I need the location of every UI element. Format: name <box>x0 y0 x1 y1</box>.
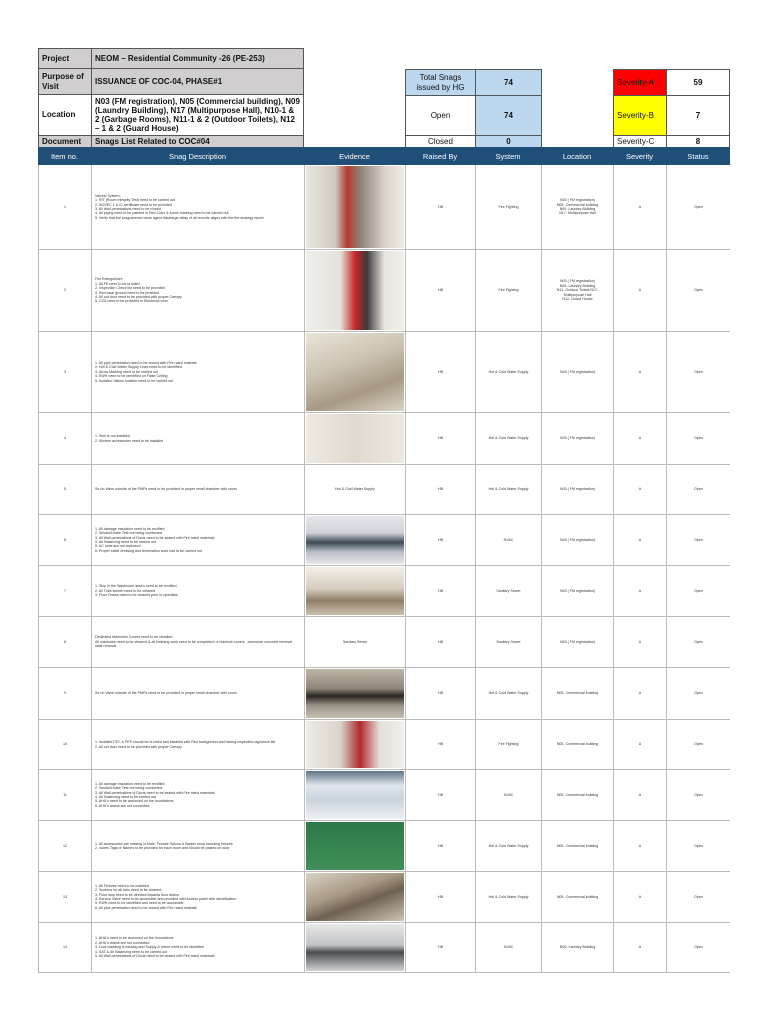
description-cell-text: Dedicated Manholes Covers need to be installed All manholes need to be cleaned & all finishing work need to be completed i.e manhole covers , excessive concrete removal , nails removal <box>95 635 294 649</box>
severity-a-label: Severity-A <box>613 69 667 96</box>
status-cell-text: Open <box>694 691 703 696</box>
severity-cell <box>613 872 666 922</box>
location-cell-text: N05- Commercial building <box>556 894 599 899</box>
status-cell-text: Open <box>694 792 703 797</box>
col-header-item-no: Item no. <box>38 147 92 165</box>
col-header-location: Location <box>541 147 614 165</box>
location-cell <box>541 465 613 514</box>
evidence-cell <box>304 872 405 922</box>
system-cell-text: Hot & Cold Water Supply <box>488 691 529 696</box>
item-no-cell-text: 8 <box>64 639 66 644</box>
status-cell-text: Open <box>694 204 703 209</box>
item-no-cell-text: 2 <box>64 288 66 293</box>
table-row <box>38 872 730 923</box>
location-cell <box>541 617 613 667</box>
system-cell-text: Hot & Cold Water Supply <box>488 843 529 848</box>
project-value: NEOM – Residential Community -26 (PE-253) <box>91 48 304 69</box>
item-no-cell-text: 1 <box>64 204 66 209</box>
status-cell <box>666 332 730 412</box>
raised-by-cell-text: HB <box>438 369 443 374</box>
evidence-photo <box>306 873 404 921</box>
evidence-cell <box>304 770 405 820</box>
severity-b-value: 7 <box>666 95 730 136</box>
severity-cell <box>613 566 666 616</box>
status-cell-text: Open <box>694 843 703 848</box>
item-no-cell-text: 3 <box>64 369 66 374</box>
item-no-cell-text: 12 <box>63 843 67 848</box>
status-cell <box>666 872 730 922</box>
status-cell-text: Open <box>694 436 703 441</box>
location-cell <box>541 515 613 565</box>
evidence-cell <box>304 515 405 565</box>
evidence-photo <box>306 924 404 971</box>
table-row <box>38 566 730 617</box>
status-cell-text: Open <box>694 742 703 747</box>
raised-by-cell-text: HB <box>438 792 443 797</box>
evidence-cell <box>304 566 405 616</box>
open-label: Open <box>405 95 476 136</box>
evidence-cell <box>304 720 405 769</box>
item-no-cell <box>38 720 91 769</box>
evidence-cell-text: Sanitary Sewer <box>342 639 368 644</box>
raised-by-cell-text: HB <box>438 487 443 492</box>
raised-by-cell <box>405 566 475 616</box>
closed-label: Closed <box>405 135 476 148</box>
location-cell-text: N03 ( FM registration) <box>560 436 595 441</box>
system-cell-text: Sanitary Sewer <box>496 639 521 644</box>
system-cell-text: Hot & Cold Water Supply <box>488 894 529 899</box>
raised-by-cell-text: HB <box>438 945 443 950</box>
status-cell-text: Open <box>694 639 703 644</box>
status-cell <box>666 413 730 464</box>
description-cell-text: Fire Extinguisher: 1. All FE need to be la lolled 2. Inspection Check list need to be provided 3. Red back ground need to be provided 4. All out door need to be provided with proper Canopy 5. CO2 need to be provided in Electrical room <box>95 277 182 304</box>
table-row <box>38 250 730 332</box>
item-no-cell <box>38 770 91 820</box>
raised-by-cell <box>405 821 475 871</box>
description-cell-text: 1. All Fixtures need to be installed 2. Screens for all tubs need to be cleaned 3. Floor slop need to be directed towards floor drains 4. Service Valve need to be accessible and provided with Access panel with identification 5. EWH need to be identified and need to be accessible 6. All pipe penetration need to be closed with Fire rated material <box>95 883 237 910</box>
description-cell <box>91 821 304 871</box>
table-row <box>38 923 730 973</box>
col-header-status: Status <box>666 147 730 165</box>
description-cell-text: Se rio Valve outside of the PMPs need to be provided in proper small chamber with cover. <box>95 691 238 696</box>
raised-by-cell-text: HB <box>438 894 443 899</box>
raised-by-cell-text: HB <box>438 288 443 293</box>
item-no-cell <box>38 165 91 249</box>
location-cell <box>541 720 613 769</box>
severity-cell-text: A <box>638 487 642 492</box>
description-cell <box>91 872 304 922</box>
item-no-cell <box>38 465 91 514</box>
evidence-photo <box>306 251 404 330</box>
severity-cell-text: A <box>638 639 642 644</box>
system-cell <box>475 720 541 769</box>
status-cell <box>666 923 730 972</box>
severity-cell-text: A <box>638 436 642 441</box>
status-cell-text: Open <box>694 537 703 542</box>
item-no-cell-text: 13 <box>63 894 67 899</box>
status-cell <box>666 720 730 769</box>
description-cell <box>91 720 304 769</box>
col-header-evidence: Evidence <box>304 147 406 165</box>
severity-cell <box>613 668 666 719</box>
item-no-cell-text: 10 <box>63 742 67 747</box>
description-cell <box>91 617 304 667</box>
raised-by-cell <box>405 165 475 249</box>
item-no-cell <box>38 923 91 972</box>
system-cell <box>475 617 541 667</box>
raised-by-cell <box>405 720 475 769</box>
location-cell-text: N03 ( FM registration) N05- Commercial building N09- Laundry Building N17- Multipurpose Hall <box>556 198 599 216</box>
severity-c-value: 8 <box>666 135 730 148</box>
location-cell <box>541 250 613 331</box>
system-cell-text: Hot & Cold Water Supply <box>488 369 529 374</box>
system-cell <box>475 821 541 871</box>
raised-by-cell-text: HB <box>438 742 443 747</box>
location-cell-text: N03 ( FM registration) <box>560 369 595 374</box>
system-cell <box>475 332 541 412</box>
table-row <box>38 515 730 566</box>
raised-by-cell-text: HB <box>438 691 443 696</box>
location-cell-text: N09- Laundry Building <box>559 945 596 950</box>
description-cell <box>91 668 304 719</box>
raised-by-cell <box>405 465 475 514</box>
location-cell-text: N03 ( FM registration) N09- Laundry Building N11- Outdoor Toilets N17- Multipurpose Hall N12- Guard House <box>556 279 599 302</box>
item-no-cell <box>38 668 91 719</box>
description-cell-text: 1. AHU's need to be anchored on the foundations 2. AHU's drains are not connected 3. Duct cladding is missing and Supply & return need to be identified 4. SAT & Air Balancing need to be carried out 5. All Wall penetrations of Ducts need to be sealed with Fire rated materials <box>95 936 215 959</box>
status-cell <box>666 770 730 820</box>
purpose-label: Purpose of Visit <box>38 68 92 95</box>
project-label: Project <box>38 48 92 69</box>
description-cell-text: 1. All damage insulation need to be rectified 2. Smoke/Leake Test not being conducted 3. All Wall penetrations of Ducts need to be sealed with Fire rated materials 4. Air Balancing need to be carried out 5. AC units are not anchored 6. Proper cable dressing and termination work has to be carried out <box>95 526 215 553</box>
item-no-cell <box>38 821 91 871</box>
location-cell-text: N05- Commercial building <box>556 742 599 747</box>
item-no-cell-text: 5 <box>64 487 66 492</box>
table-row <box>38 770 730 821</box>
evidence-cell <box>304 413 405 464</box>
location-cell <box>541 413 613 464</box>
table-row <box>38 165 730 250</box>
status-cell <box>666 821 730 871</box>
evidence-photo <box>306 414 404 463</box>
severity-cell <box>613 770 666 820</box>
evidence-cell <box>304 923 405 972</box>
status-cell-text: Open <box>694 487 703 492</box>
location-cell <box>541 332 613 412</box>
severity-cell <box>613 720 666 769</box>
status-cell <box>666 250 730 331</box>
table-row <box>38 465 730 515</box>
location-cell-text: N05- Commercial building <box>556 792 599 797</box>
location-cell <box>541 566 613 616</box>
total-snags-value: 74 <box>475 69 542 96</box>
status-cell-text: Open <box>694 894 703 899</box>
severity-cell-text: A <box>638 537 642 542</box>
system-cell <box>475 413 541 464</box>
item-no-cell-text: 4 <box>64 436 66 441</box>
severity-cell-text: A <box>638 691 642 696</box>
raised-by-cell <box>405 617 475 667</box>
description-cell <box>91 923 304 972</box>
severity-cell-text: A <box>638 369 642 374</box>
item-no-cell <box>38 617 91 667</box>
table-row <box>38 413 730 465</box>
severity-cell <box>613 515 666 565</box>
system-cell <box>475 872 541 922</box>
severity-cell-text: A <box>638 588 642 593</box>
description-cell <box>91 566 304 616</box>
status-cell <box>666 566 730 616</box>
location-cell-text: N03 ( FM registration) <box>560 537 595 542</box>
status-cell <box>666 465 730 514</box>
severity-cell <box>613 465 666 514</box>
description-cell-text: 1. Installed FEC & FES should be la lolled and installed with Red background and having inspection tag/check list 2. All out door need to be provided with proper Canopy <box>95 740 276 749</box>
severity-cell <box>613 332 666 412</box>
severity-cell <box>613 617 666 667</box>
system-cell <box>475 465 541 514</box>
evidence-cell-text: Hot & Cold Water Supply <box>335 487 375 492</box>
evidence-photo <box>306 721 404 768</box>
item-no-cell <box>38 872 91 922</box>
raised-by-cell-text: HB <box>438 843 443 848</box>
description-cell-text: 1. Sink is not installed 2. Kitchen accessories need to be installed <box>95 434 164 443</box>
evidence-photo <box>306 771 404 819</box>
system-cell <box>475 770 541 820</box>
location-cell <box>541 668 613 719</box>
raised-by-cell-text: HB <box>438 436 443 441</box>
document-value: Snags List Related to COC#04 <box>91 135 304 148</box>
purpose-value: ISSUANCE OF COC-04, PHASE#1 <box>91 68 304 95</box>
location-cell-text: N05- Commercial building <box>556 843 599 848</box>
status-cell <box>666 668 730 719</box>
location-value: N03 (FM registration), N05 (Commercial building), N09 (Laundry Building), N17 (Multipurpose Hall), N10-1 & 2 (Garbage Rooms), N11-1 & 2 (Outdoor Toilets), N12 – 1 & 2 (Guard House) <box>91 94 304 136</box>
raised-by-cell <box>405 668 475 719</box>
severity-cell-text: A <box>638 894 642 899</box>
description-cell-text: 1. All damage insulation need to be rectified 2. Smoke/Leake Test not being conducted 3. All Wall penetrations of Ducts need to be sealed with Fire rated materials 4. Air Balancing need to be carried out 5. AHU's need to be anchored on the foundations 6. AHU's drains are not connected <box>95 781 215 808</box>
system-cell-text: Fire Fighting <box>498 288 519 293</box>
severity-cell <box>613 821 666 871</box>
evidence-cell <box>304 668 405 719</box>
location-cell-text: N03 ( FM registration) <box>560 487 595 492</box>
system-cell-text: HVAC <box>503 945 514 950</box>
status-cell-text: Open <box>694 288 703 293</box>
severity-c-label: Severity-C <box>613 135 667 148</box>
description-cell-text: 1. Slop in the Washroom area's need to be rectified 2. All Tubs screen need to be cleaned 3. Floor Drains need to be cleaned prior to operation <box>95 584 179 598</box>
location-cell-text: N03 ( FM registration) <box>560 588 595 593</box>
description-cell <box>91 250 304 331</box>
system-cell <box>475 515 541 565</box>
status-cell-text: Open <box>694 945 703 950</box>
severity-cell <box>613 923 666 972</box>
col-header-raised-by: Raised By <box>405 147 476 165</box>
table-row <box>38 617 730 668</box>
evidence-cell <box>304 332 405 412</box>
raised-by-cell-text: HB <box>438 204 443 209</box>
evidence-photo <box>306 516 404 564</box>
status-cell <box>666 165 730 249</box>
evidence-cell <box>304 617 405 667</box>
system-cell-text: Sanitary Sewer <box>496 588 521 593</box>
status-cell-text: Open <box>694 369 703 374</box>
status-cell <box>666 617 730 667</box>
description-cell <box>91 465 304 514</box>
system-cell-text: Fire Fighting <box>498 204 519 209</box>
system-cell <box>475 668 541 719</box>
evidence-photo <box>306 333 404 411</box>
closed-value: 0 <box>475 135 542 148</box>
raised-by-cell <box>405 413 475 464</box>
severity-cell <box>613 165 666 249</box>
description-cell-text: 1. All pipe penetration need to be closed with Fire rated material 2. Hot & Cold Water Supply Lines need to be identified 3. Arrow Marking need to be carried out 4. EWH need to be identified on False Ceiling 5. Isolation Valves location need to be carried out <box>95 360 197 383</box>
col-header-severity: Severity <box>613 147 667 165</box>
table-row <box>38 668 730 720</box>
severity-a-value: 59 <box>666 69 730 96</box>
status-cell <box>666 515 730 565</box>
severity-cell-text: A <box>638 288 642 293</box>
system-cell-text: Hot & Cold Water Supply <box>488 487 529 492</box>
location-cell-text: N05- Commercial building <box>556 691 599 696</box>
system-cell <box>475 923 541 972</box>
raised-by-cell <box>405 332 475 412</box>
col-header-description: Snag Description <box>91 147 305 165</box>
item-no-cell-text: 7 <box>64 588 66 593</box>
severity-cell <box>613 413 666 464</box>
evidence-photo <box>306 166 404 248</box>
raised-by-cell-text: HB <box>438 639 443 644</box>
item-no-cell <box>38 413 91 464</box>
table-row <box>38 332 730 413</box>
col-header-system: System <box>475 147 542 165</box>
location-cell <box>541 165 613 249</box>
description-cell <box>91 332 304 412</box>
evidence-cell <box>304 465 405 514</box>
raised-by-cell <box>405 872 475 922</box>
evidence-photo <box>306 567 404 615</box>
description-cell <box>91 515 304 565</box>
system-cell <box>475 165 541 249</box>
raised-by-cell-text: HB <box>438 537 443 542</box>
item-no-cell <box>38 566 91 616</box>
severity-cell <box>613 250 666 331</box>
item-no-cell-text: 9 <box>64 691 66 696</box>
location-cell-text: N03 ( FM registration) <box>560 639 595 644</box>
item-no-cell-text: 14 <box>63 945 67 950</box>
severity-cell-text: A <box>638 792 642 797</box>
severity-cell-text: A <box>638 843 642 848</box>
item-no-cell-text: 6 <box>64 537 66 542</box>
description-cell <box>91 413 304 464</box>
description-cell <box>91 770 304 820</box>
table-row <box>38 821 730 872</box>
evidence-cell <box>304 165 405 249</box>
system-cell-text: HVAC <box>503 537 514 542</box>
severity-b-label: Severity-B <box>613 95 667 136</box>
description-cell <box>91 165 304 249</box>
open-value: 74 <box>475 95 542 136</box>
status-cell-text: Open <box>694 588 703 593</box>
total-snags-label: Total Snags issued by HG <box>405 69 476 96</box>
system-cell-text: Hot & Cold Water Supply <box>488 436 529 441</box>
severity-cell-text: A <box>638 945 642 950</box>
evidence-cell <box>304 821 405 871</box>
location-cell <box>541 770 613 820</box>
location-cell <box>541 923 613 972</box>
item-no-cell <box>38 250 91 331</box>
raised-by-cell-text: HB <box>438 588 443 593</box>
location-cell <box>541 872 613 922</box>
location-cell <box>541 821 613 871</box>
description-cell-text: 1. All accessories are missing in Male, Female Saloon & Barber shop including fixtures 2. rooms Tags or Names to be provided for each room and should be pasted on door <box>95 841 233 850</box>
evidence-photo <box>306 669 404 718</box>
item-no-cell <box>38 515 91 565</box>
system-cell-text: Fire Fighting <box>498 742 519 747</box>
severity-cell-text: A <box>638 742 642 747</box>
raised-by-cell <box>405 770 475 820</box>
item-no-cell <box>38 332 91 412</box>
system-cell <box>475 566 541 616</box>
raised-by-cell <box>405 515 475 565</box>
raised-by-cell <box>405 923 475 972</box>
item-no-cell-text: 11 <box>63 792 67 797</box>
description-cell-text: Se rio Valve outside of the PMPs need to be provided in proper small chamber with cover. <box>95 487 238 492</box>
severity-cell-text: A <box>638 204 642 209</box>
table-row <box>38 720 730 770</box>
system-cell-text: HVAC <box>503 792 514 797</box>
evidence-photo <box>306 822 404 870</box>
location-label: Location <box>38 94 92 136</box>
system-cell <box>475 250 541 331</box>
description-cell-text: Valves/ System: 1. RIT (Room Integrity Test) need to be carried out 2. NOVEC 1 & IC certificate need to be provided 3. All Wall penetrations need to be closed 4. All piping need to be painted in Red Color & Arrow marking need to be carried out 5. Verify that the programmed clean agent discharge delay of all records aligns with the fire strategy report. <box>95 193 265 220</box>
document-label: Document <box>38 135 92 148</box>
evidence-cell <box>304 250 405 331</box>
raised-by-cell <box>405 250 475 331</box>
